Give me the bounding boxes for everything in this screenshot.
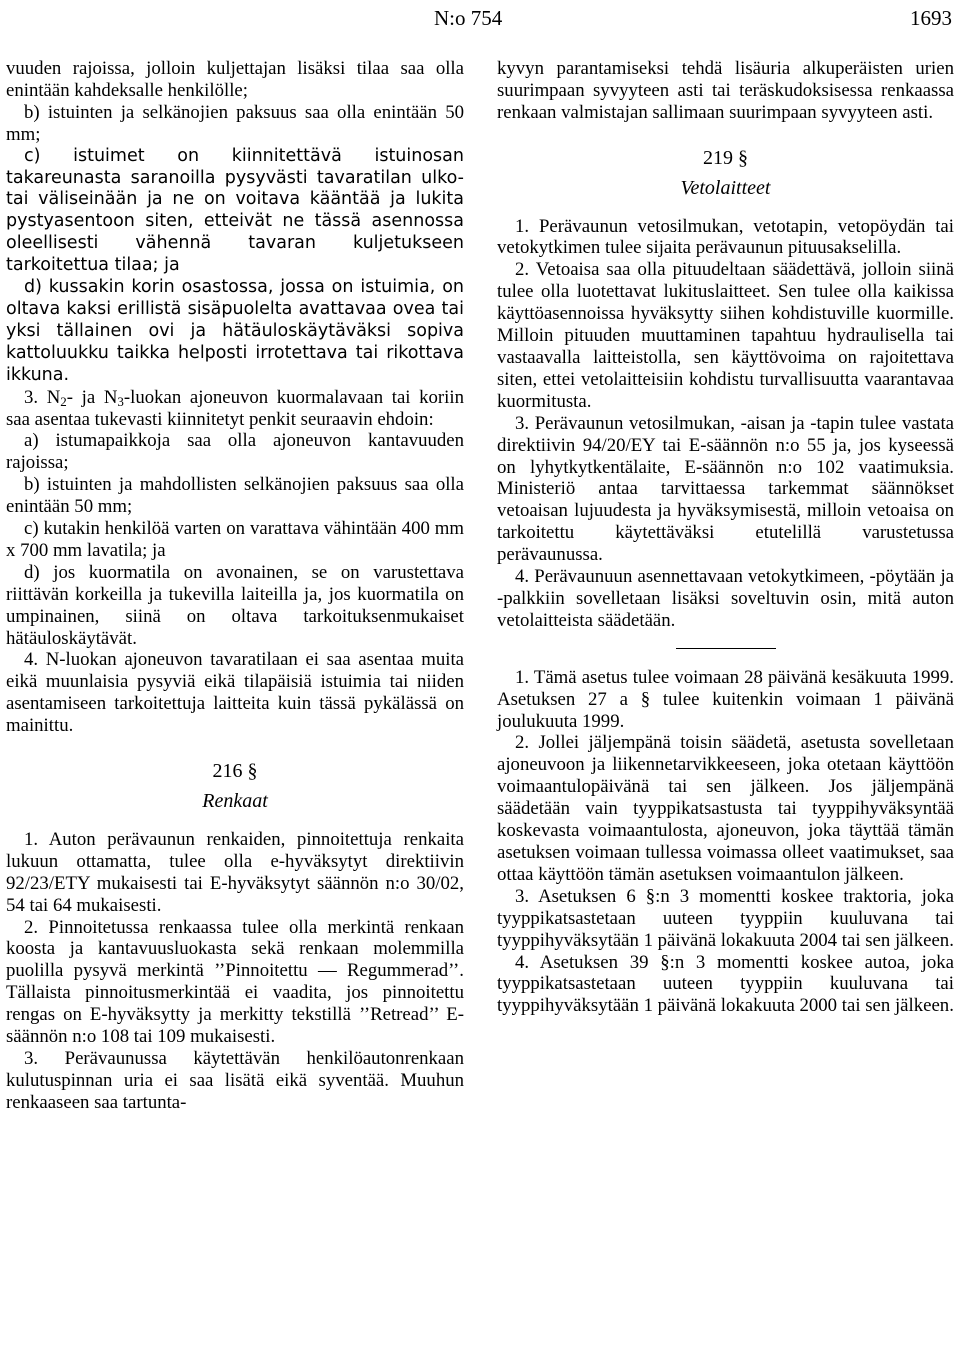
- section-number: 216 §: [212, 760, 258, 783]
- paragraph: 1. Perävaunun vetosilmukan, vetotapin, vetopöydän tai vetokytkimen tulee sijaita perävaunun pituusakselilla.: [497, 215, 954, 259]
- paragraph: 2. Pinnoitetussa renkaassa tulee olla merkintä renkaan koosta ja kantavuusluokasta sekä renkaan molemmilla puolilla pysyvä merkintä ’’Pinnoitettu — Regummerad’’. Tällaista pinnoitusmerkintää ei vaadita, jos pinnoitettu rengas on E-hyväksytty ja merkitty tekstillä ’’Retread’’ E-säännön n:o 108 tai 109 mukaisesti.: [6, 916, 464, 1048]
- paragraph: 4. Perävaunuun asennettavaan vetokytkimeen, -pöytään ja -palkkiin sovelletaan lisäksi soveltuvin osin, mitä auton vetolaitteista säädetään.: [497, 566, 954, 631]
- paragraph: 3. $N_2-$ ja $N_3$-luokan ajoneuvon kuormalavaan tai koriin saa asentaa tukevasti kiinnitetyt penkit seuraavin ehdoin:: [6, 386, 465, 430]
- issue-number: N:o 754: [434, 6, 503, 30]
- paragraph: b) istuinten ja selkänojien paksuus saa olla enintään 50 mm;: [6, 101, 464, 145]
- paragraph: 3. Asetuksen 6 §:n 3 momentti koskee traktoria, joka tyyppikatsastetaan uuteen tyyppiin kuuluvana tai tyyppihyväksytään 1 päivänä lokakuuta 2004 tai sen jälkeen.: [497, 885, 954, 951]
- paragraph: 1. Tämä asetus tulee voimaan 28 päivänä kesäkuuta 1999. Asetuksen 27 a § tulee kuitenkin voimaan 1 päivänä joulukuuta 1999.: [497, 666, 954, 732]
- paragraph: 2. Vetoaisa saa olla pituudeltaan säädettävä, jolloin siinä tulee olla luotettavat lukituslaitteet. Sen tulee olla kaikissa käyttöasennoissa hyväksytty siihen kohdistuville kuormille. Milloin pituuden muuttaminen tapahtuu hydraulisella tai vastaavalla laitteistolla, sen käyttövoima on rajoitettava siten, ettei vetolaitteisiin kohdistu turvallisuutta vaarantavaa kuormitusta.: [497, 259, 954, 412]
- paragraph: 4. N-luokan ajoneuvon tavaratilaan ei saa asentaa muita eikä muunlaisia pysyviä eikä tilapäisiä istuimia tai niiden asentamiseen tarkoitettuja laitteita kuin tässä pykälässä on mainittu.: [6, 649, 464, 737]
- paragraph: 3. Perävaunussa käytettävän henkilöautonrenkaan kulutuspinnan uria ei saa lisätä eikä syventää. Muuhun renkaaseen saa tartunta-: [6, 1047, 464, 1113]
- paragraph: 3. Perävaunun vetosilmukan, -aisan ja -tapin tulee vastata direktiivin 94/20/EY tai E-säännön n:o 55 ja, jos kyseessä on lyhytkytkentälaite, E-säännön n:o 102 vaatimuksia. Ministeriö antaa tarvittaessa tarkemmat säännökset vetoaisan lujuudesta ja hyväksymisestä, milloin vetoaisa on tarkoitettu käytettäväksi etutelillä varustetussa perävaunussa.: [497, 412, 954, 566]
- paragraph: a) istumapaikkoja saa olla ajoneuvon kantavuuden rajoissa;: [6, 430, 464, 474]
- paragraph: b) istuinten ja mahdollisten selkänojien paksuus saa olla enintään 50 mm;: [6, 474, 464, 518]
- section-number: 219 §: [703, 146, 748, 169]
- paragraph: d) jos kuormatila on avonainen, se on varustettava riittävän korkeilla ja tukevilla laiteilla ja, jos kuormatila on umpinainen, siinä on oltava tarkoituksenmukaiset hätäuloskäytävät.: [6, 561, 464, 649]
- right-column: [497, 58, 954, 1017]
- section-title: Renkaat: [202, 790, 268, 812]
- paragraph: vuuden rajoissa, jolloin kuljettajan lisäksi tilaa saa olla enintään kahdeksalle henkilölle;: [6, 58, 464, 101]
- paragraph: kyvyn parantamiseksi tehdä lisäuria alkuperäisten urien suurimpaan syvyyteen asti tai teräskudoksisessa renkaassa renkaan valmistajan sallimaan suurimpaan syvyyteen asti.: [497, 58, 954, 123]
- paragraph: c) istuimet on kiinnitettävä istuinosan takareunasta saranoilla pysyvästi tavaratilan ulko- tai väliseinään ja ne on voitava kääntää ja lukita pystyasentoon siten, etteivät ne tässä asennossa oleellisesti vähennä tavaran kuljetukseen tarkoitettua tilaa; ja: [6, 145, 464, 276]
- paragraph: c) kutakin henkilöä varten on varattava vähintään 400 mm x 700 mm lavatila; ja: [6, 518, 464, 561]
- paragraph: 2. Jollei jäljempänä toisin säädetä, asetusta sovelletaan ajoneuvoon ja liikennetarvikkeeseen, joka otetaan käyttöön voimaantulopäivänä tai sen jälkeen. Jos jäljempänä säädetään vain tyyppikatsastusta tai tyyppihyväksyntää koskevasta voimaantulosta, ajoneuvon, joka täyttää tämän asetuksen voimaan tullessa voimassa olleet vaatimukset, saa ottaa käyttöön tämän asetuksen voimaantulon jälkeen.: [497, 732, 954, 885]
- paragraph: 1. Auton perävaunun renkaiden, pinnoitettuja renkaita lukuun ottamatta, tulee olla e-hyväksytyt direktiivin 92/23/ETY mukaisesti tai E-hyväksytyt säännön n:o 30/02, 54 tai 64 mukaisesti.: [6, 828, 464, 916]
- section-title: Vetolaitteet: [680, 176, 771, 199]
- left-column: [6, 58, 464, 1114]
- paragraph: d) kussakin korin osastossa, jossa on istuimia, on oltava kaksi erillistä sisäpuolelta avattavaa ovea tai yksi tällainen ovi ja hätäuloskäytäväksi sopiva kattoluukku taikka helposti irrotettava tai rikottava ikkuna.: [6, 277, 464, 385]
- paragraph: 4. Asetuksen 39 §:n 3 momentti koskee autoa, joka tyyppikatsastetaan uuteen tyyppiin kuuluvana tai tyyppihyväksytään 1 päivänä lokakuuta 2000 tai sen jälkeen.: [497, 951, 954, 1017]
- divider: [676, 648, 776, 649]
- page-number: 1693: [910, 6, 952, 30]
